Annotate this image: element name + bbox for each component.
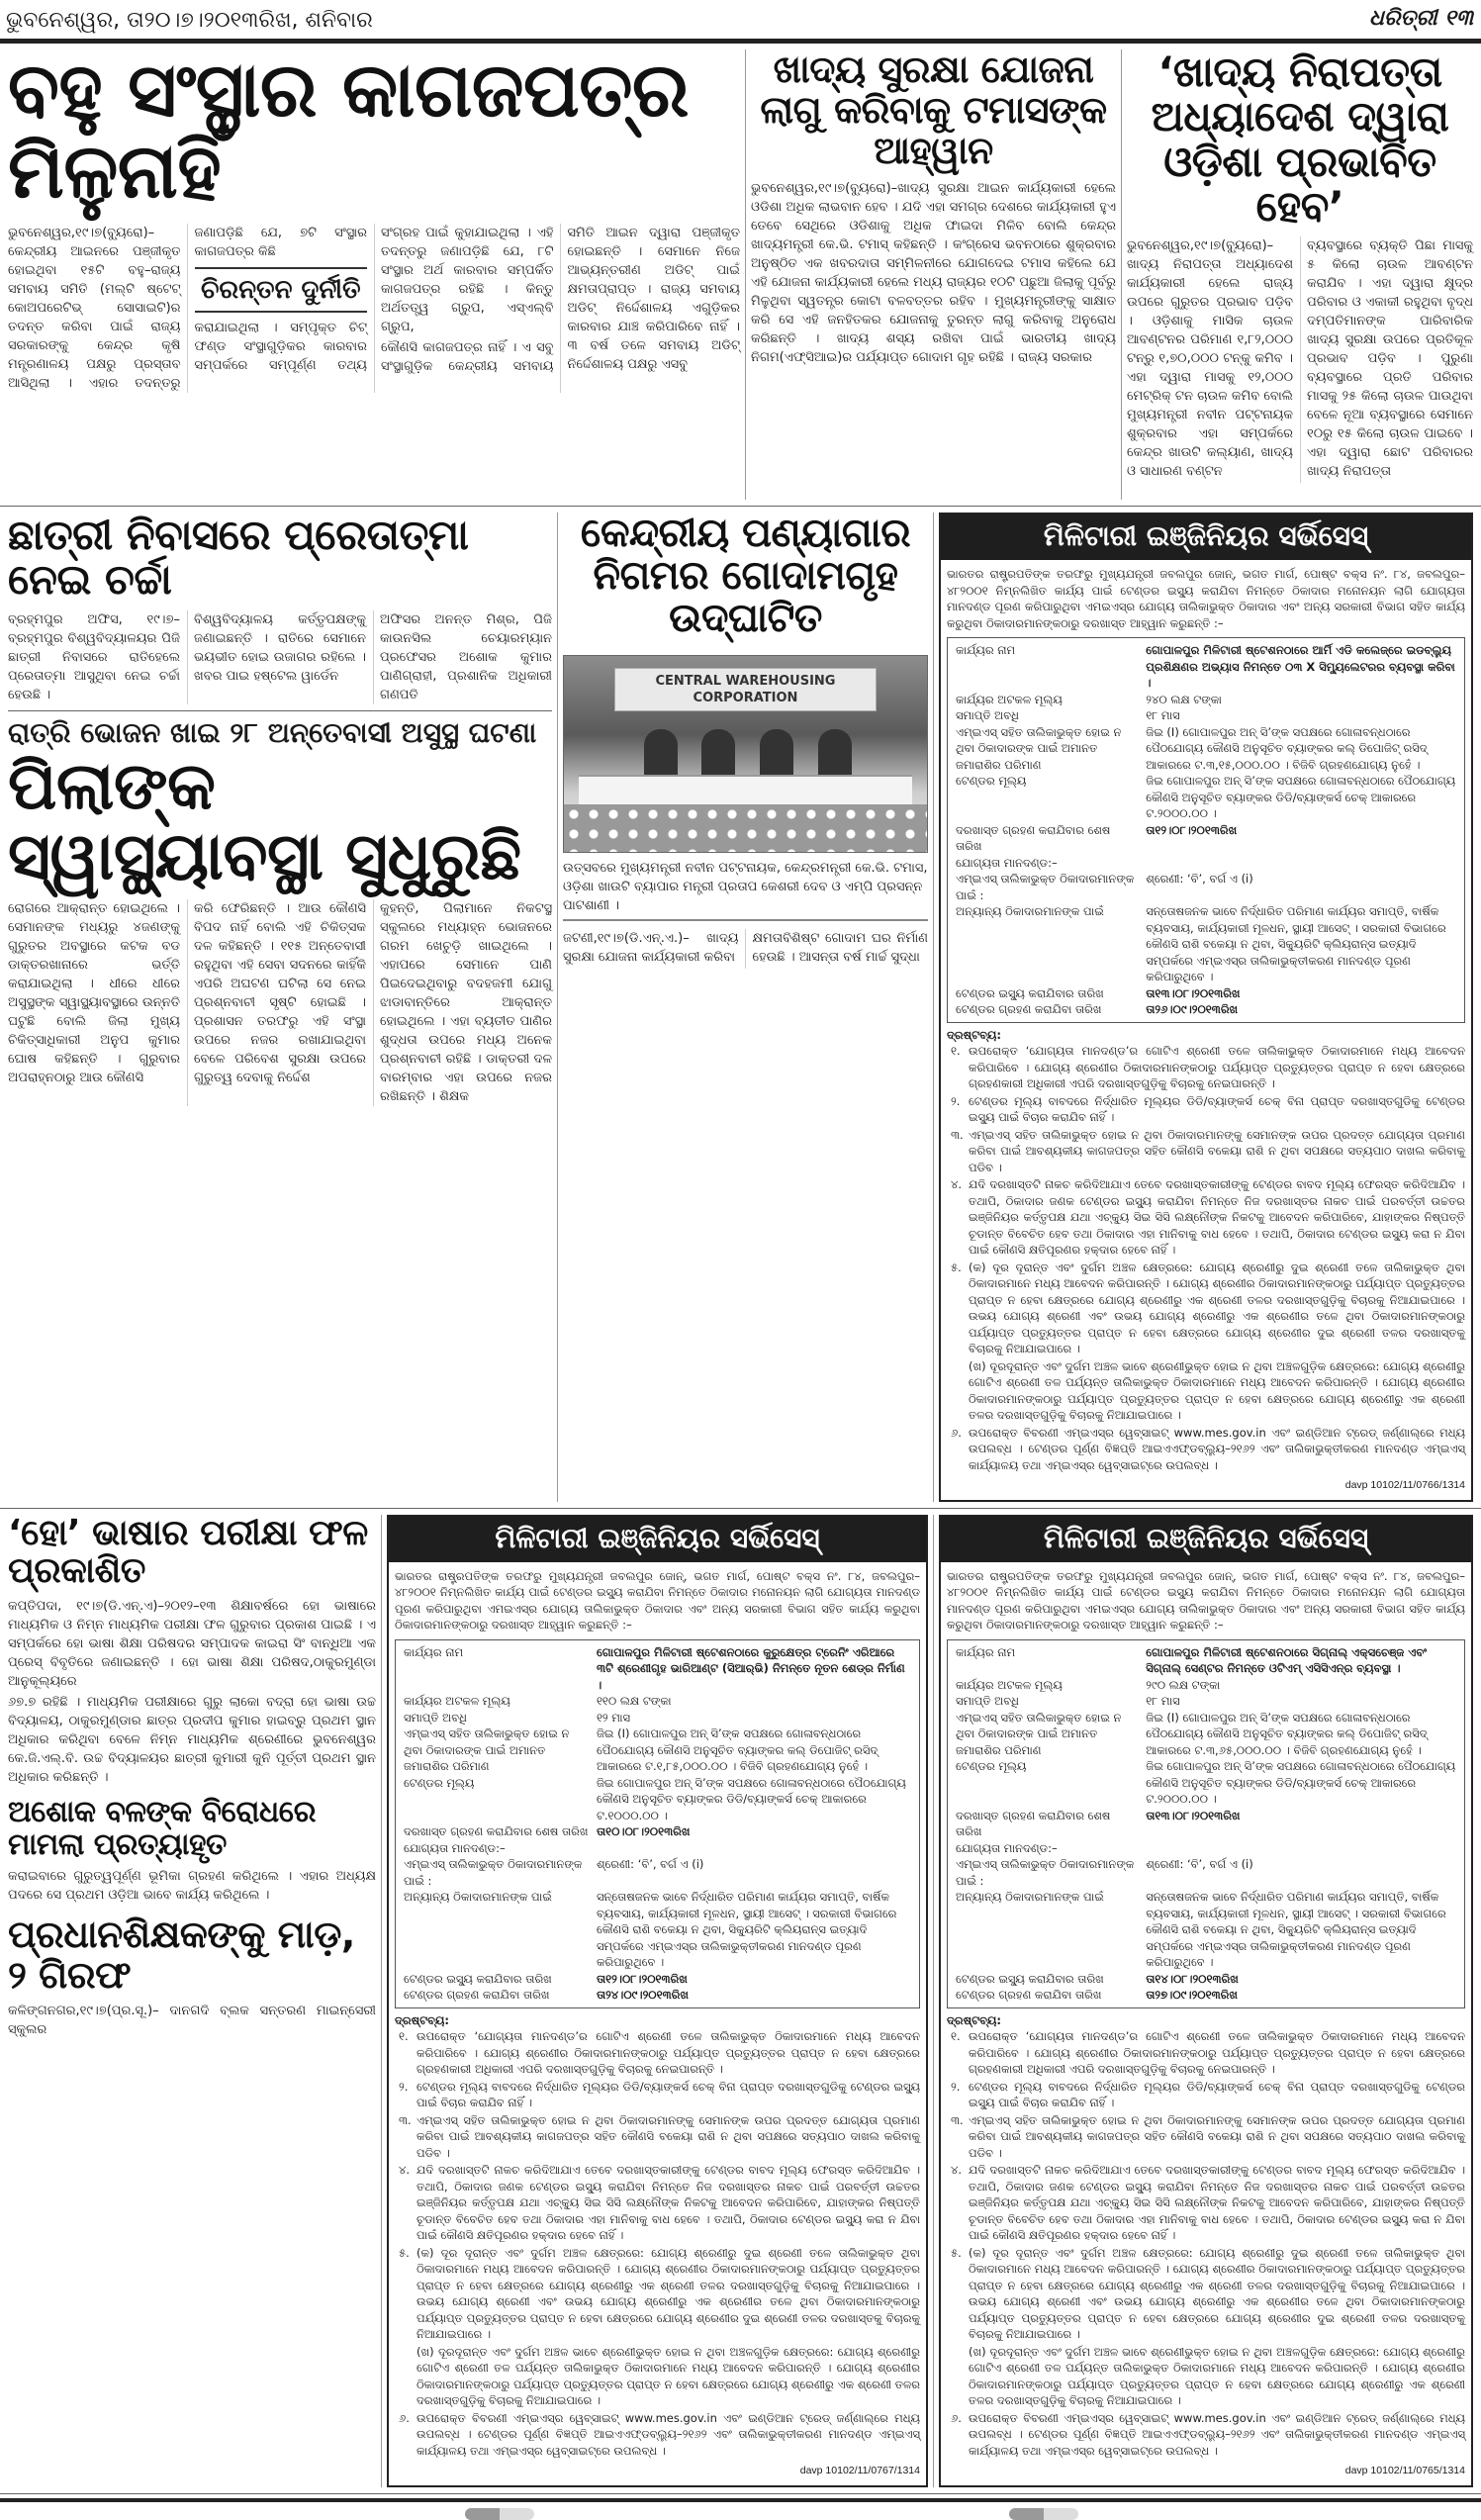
row-value: ଜିଇ (I) ଗୋପାଳପୁର ଅନ୍ ସି’ଙ୍କ ସପକ୍ଷରେ ଗୋଳାବନ୍ଧଠାରେ ପୈଠଯୋଗ୍ୟ କୌଣସି ଅନୁସୂଚିତ ବ୍ୟାଙ୍କର କଲ୍ ଡିପୋଜିଟ୍ ରସିଦ୍ ଆକାରରେ ଟ.୩,୧୫,୦୦୦.୦୦ । ବିଜିବି ଗ୍ରହଣଯୋଗ୍ୟ ନୁହେଁ । <box>1146 724 1428 772</box>
note-text: ଯଦି ଦରଖାସ୍ତଟି ନାକଚ କରିଦିଆଯାଏ ତେବେ ଦରଖାସ୍ତକାରୀଙ୍କୁ ଟେଣ୍ଡର ବାବଦ ମୂଲ୍ୟ ଫେରସ୍ତ କରିଦିଆଯିବ । ତଥାପି, ଠିକାଦାର ଜଣକ ଟେଣ୍ଡର ଇସ୍ୟୁ କରାଯିବା ନିମନ୍ତେ ନିଜ ଦରଖାସ୍ତର ନାକଚ ପାଇଁ ପରବର୍ତ୍ତୀ ଉଚ୍ଚତର ଇଞ୍ଜିନିୟର କର୍ତ୍ତୃପକ୍ଷ ଯଥା ଏଚ୍‌କ୍ୟୁ ସିଇ ସିସି ଲକ୍ଷ୍ନୌଙ୍କ ନିକଟକୁ ଆବେଦନ କରିପାରିବେ, ଯାହାଙ୍କର ନିଷ୍ପତ୍ତି ଚୂଡାନ୍ତ ବିବେଚିତ ହେବ ତଥା ଠିକାଦାର ଏହା ମାନିବାକୁ ବାଧ ହେବେ । ତଥାପି, ଠିକାଦାର ଟେଣ୍ଡର ଇସ୍ୟୁ କରା ନ ଯିବା ପାଇଁ କୌଣସି କ୍ଷତିପୂରଣର ହକ୍‌ଦାର ହେବେ ନାହିଁ । <box>969 1177 1465 1257</box>
paragraph: କପ୍ତିପଦା, ୧୯।୭(ଡି.ଏନ୍.ଏ)–୨୦୧୨–୧୩ ଶିକ୍ଷାବର୍ଷରେ ହୋ ଭାଷାରେ ମାଧ୍ୟମିକ ଓ ନିମ୍ନ ମାଧ୍ୟମିକ ପରୀକ୍ଷା ଫଳ ଗୁରୁବାର ପ୍ରକାଶ ପାଇଛି । ଏ ସମ୍ପର୍କରେ ହୋ ଭାଷା ଶିକ୍ଷା ପରିଷଦର ସମ୍ପାଦକ କାଇରା ସିଂ ବାନ୍ଧିଆ ଏକ ପ୍ରେସ୍ ବିବୃତିରେ ଜଣାଇଛନ୍ତି । ହୋ ଭାଷା ଶିକ୍ଷା ପରିଷଦ,ଠାକୁରମୁଣ୍ଡା ଆନୁକୂଲ୍ୟରେ <box>8 1599 376 1690</box>
ad-column <box>933 513 1478 1502</box>
photo-dais <box>579 775 913 804</box>
row-label: ଯୋଗ୍ୟତା ମାନଦଣ୍ଡ:– <box>404 1840 506 1855</box>
table-row-work-name <box>956 642 1456 692</box>
note-number: ୪. <box>951 2163 963 2177</box>
table-row-issue-date <box>404 1971 911 1988</box>
row-value: ତା୧୦।୦୮।୨୦୧୩ରିଖ <box>596 1824 691 1838</box>
story-food-ordinance-odisha <box>1121 49 1478 500</box>
note-number: ୩. <box>951 2112 964 2127</box>
table-row-issue-date <box>956 1971 1456 1988</box>
row-value: ୧୮ ମାସ <box>1146 1694 1180 1708</box>
note-number: ୩. <box>399 2112 412 2127</box>
note-number: ୫. <box>399 2245 410 2260</box>
row-label: ଦରଖାସ୍ତ ଗ୍ରହଣ କରାଯିବାର ଶେଷ ତାରିଖ <box>404 1824 589 1838</box>
note-item <box>947 2112 1465 2162</box>
note-number: ୧. <box>399 2029 409 2043</box>
table-row-work-name <box>404 1644 911 1694</box>
paragraph: ଅଫିସର ଅନନ୍ତ ମିଶ୍ର, ପିଜି କାଉନସିଲ ଚେୟାରମ୍ୟାନ ପ୍ରଫେସର ଅଶୋକ କୁମାର ପାଣିଗ୍ରାହୀ, ପ୍ରଶାନିକ ଅଧିକାରୀ ଗଣପତି <box>380 611 552 702</box>
row-value: ଗୋପାଳପୁର ମିଳିଟାରୀ ଷ୍ଟେଶନଠାରେ ଆର୍ମି ଏଡି କଲେଜ୍‌ରେ ଇଡବ୍ଲ୍ୟୁ ପ୍ରଶିକ୍ଷଣର ଅଭ୍ୟାସ ନିମନ୍ତେ ୦୩ X ସିମ୍ୟୁଲେଟରର ବ୍ୟବସ୍ଥା କରିବା । <box>1146 643 1455 690</box>
headline: ଖାଦ୍ୟ ସୁରକ୍ଷା ଯୋଜନା ଲାଗୁ କରିବାକୁ ଟମାସଙ୍କ ଆହ୍ୱାନ <box>760 47 1107 173</box>
table-row-eligibility <box>404 1840 911 1857</box>
row-label: ଅନ୍ୟାନ୍ୟ ଠିକାଦାରମାନଙ୍କ ପାଇଁ <box>956 904 1104 918</box>
headline: ଅଶୋକ ବଳଙ୍କ ବିରୋଧରେ ମାମଲା ପ୍ରତ୍ୟାହୃତ <box>8 1795 316 1862</box>
mes-tender-ad <box>939 513 1473 1502</box>
note-text: (କ) ଦୂର ଦୂରାନ୍ତ ଏବଂ ଦୁର୍ଗମ ଅଞ୍ଚଳ କ୍ଷେତ୍ରରେ: ଯୋଗ୍ୟ ଶ୍ରେଣୀରୁ ଦୁଇ ଶ୍ରେଣୀ ତଳେ ତାଲିକାଭୁକ୍ତ ଥିବା ଠିକାଦାରମାନେ ମଧ୍ୟ ଆବେଦନ କରିପାରନ୍ତି । ଯୋଗ୍ୟ ଶ୍ରେଣୀର ଠିକାଦାରମାନଙ୍କଠାରୁ ପର୍ଯ୍ୟାପ୍ତ ପ୍ରତ୍ୟୁତ୍ତର ପ୍ରାପ୍ତ ନ ହେବା କ୍ଷେତ୍ରରେ ଯୋଗ୍ୟ ଶ୍ରେଣୀରୁ ଏକ ଶ୍ରେଣୀ ତଳର ଦରଖାସ୍ତଗୁଡ଼ିକୁ ବିଚାରକୁ ନିଆଯାଇପାରେ । ଉଭୟ ଯୋଗ୍ୟ ଶ୍ରେଣୀ ଏବଂ ଉଭୟ ଯୋଗ୍ୟ ଶ୍ରେଣୀରୁ ଏକ ଶ୍ରେଣୀର ତଳେ ଥିବା ଠିକାଦାରମାନଙ୍କଠାରୁ ପର୍ଯ୍ୟାପ୍ତ ପ୍ରତ୍ୟୁତ୍ତର ପ୍ରାପ୍ତ ନ ହେବା କ୍ଷେତ୍ରରେ ଯୋଗ୍ୟ ଶ୍ରେଣୀର ଦୁଇ ଶ୍ରେଣୀ ତଳର ଦରଖାସ୍ତକୁ ବିଚାରକୁ ନିଆଯାଇପାରେ । <box>969 2245 1465 2341</box>
note-number: ୨. <box>951 2079 961 2094</box>
note-number: ୬. <box>951 1425 962 1440</box>
davp-code: davp 10102/11/0765/1314 <box>1344 2465 1465 2476</box>
row-label: ଅନ୍ୟାନ୍ୟ ଠିକାଦାରମାନଙ୍କ ପାଇଁ <box>404 1890 552 1904</box>
story-body <box>8 899 552 1106</box>
mes-tender-ad <box>939 1515 1473 2487</box>
row-value: ତା୧୩।୦୮।୨୦୧୩ରିଖ <box>1146 1808 1241 1822</box>
note-item <box>395 2162 920 2244</box>
headline: ଛାତ୍ରୀ ନିବାସରେ ପ୍ରେତାତ୍ମା ନେଇ ଚର୍ଚ୍ଚା <box>8 511 469 605</box>
davp-code: davp 10102/11/0767/1314 <box>799 2465 920 2476</box>
story-food-security-thomas <box>745 49 1121 500</box>
row-label: କାର୍ଯ୍ୟର ନାମ <box>404 1644 464 1659</box>
row-value: ତା୧୩।୦୮।୨୦୧୩ରିଖ <box>1146 985 1241 1000</box>
note-text: ଏମ୍‌ଇଏସ୍ ସହିତ ତାଲିକାଭୁକ୍ତ ହୋଇ ନ ଥିବା ଠିକାଦାରମାନଙ୍କୁ ସେମାନଙ୍କ ଉପର ପ୍ରଦତ୍ତ ଯୋଗ୍ୟତା ପ୍ରମାଣ କରିବା ପାଇଁ ଆବଶ୍ୟକୀୟ କାଗଜପତ୍ର ସହିତ କୌଣସି ବକେୟା ରାଶି ନ ଥିବା ସପକ୍ଷରେ ସତ୍ୟପାଠ ଦାଖଲ କରିବାକୁ ପଡିବ । <box>969 2112 1465 2160</box>
row-value: ତା୧୨।୦୮।୨୦୧୩ରିଖ <box>596 1971 688 1986</box>
table-row-enlisted <box>956 1856 1456 1889</box>
ad-title: ମିଳିଟାରୀ ଇଞ୍ଜିନିୟର ସର୍ଭିସେସ୍ <box>941 1517 1471 1562</box>
story-body <box>8 224 740 393</box>
note-item <box>947 2028 1465 2078</box>
row-value: ଜିଇ (I) ଗୋପାଳପୁର ଅନ୍ ସି’ଙ୍କ ସପକ୍ଷରେ ଗୋଳାବନ୍ଧଠାରେ ପୈଠଯୋଗ୍ୟ କୌଣସି ଅନୁସୂଚିତ ବ୍ୟାଙ୍କର କଲ୍ ଡିପୋଜିଟ୍ ରସିଦ୍ ଆକାରରେ ଟ.୩,୬୫,୦୦୦.୦୦ । ବିଜିବି ଗ୍ରହଣଯୋଗ୍ୟ ନୁହେଁ । <box>1146 1710 1428 1757</box>
note-text: ଏମ୍‌ଇଏସ୍ ସହିତ ତାଲିକାଭୁକ୍ତ ହୋଇ ନ ଥିବା ଠିକାଦାରମାନଙ୍କୁ ସେମାନଙ୍କ ଉପର ପ୍ରଦତ୍ତ ଯୋଗ୍ୟତା ପ୍ରମାଣ କରିବା ପାଇଁ ଆବଶ୍ୟକୀୟ କାଗଜପତ୍ର ସହିତ କୌଣସି ବକେୟା ରାଶି ନ ଥିବା ସପକ୍ଷରେ ସତ୍ୟପାଠ ଦାଖଲ କରିବାକୁ ପଡିବ । <box>969 1127 1465 1174</box>
table-row-enlisted <box>404 1856 911 1889</box>
paragraph: ଜଟଣୀ,୧୯।୭(ଡି.ଏନ୍.ଏ.)– ଖାଦ୍ୟ ସୁରକ୍ଷା ଯୋଜନା କାର୍ଯ୍ୟକାରୀ କରିବା <box>563 930 739 965</box>
paragraph: ଭୁବନେଶ୍ୱର,୧୯।୭(ବ୍ୟୁରୋ)– ଖାଦ୍ୟ ନିରାପତ୍ତା ଅଧ୍ୟାଦେଶ କାର୍ଯ୍ୟକାରୀ ହେଲେ ରାଜ୍ୟ ଉପରେ ଗୁରୁତର ପ୍ରଭାବ ପଡ଼ିବ । ଓଡ଼ିଶାକୁ ମାସିକ ଚାଉଳ ଆବଣ୍ଟନର ପରିମାଣ ୧,୮୨,୦୦୦ ଟନ୍‌ରୁ ୧,୭୦,୦୦୦ ଟନ୍‌କୁ କମିବ । ଏହା ଦ୍ୱାରା ମାସକୁ ୧୨,୦୦୦ ମେଟ୍ରିକ୍ ଟନ ଚାଉଳ କମିବ ବୋଲି ମୁଖ୍ୟମନ୍ତ୍ରୀ ନବୀନ ପଟ୍ଟନାୟକ ଶୁକ୍ରବାର ଏହା ସମ୍ପର୍କରେ କେନ୍ଦ୍ର ଖାଉଟି କଲ୍ୟାଣ, ଖାଦ୍ୟ ଓ ସାଧାରଣ ବଣ୍ଟନ <box>1127 238 1293 480</box>
note-number <box>395 2344 417 2409</box>
table-row-enlisted <box>956 871 1456 903</box>
note-item <box>947 2344 1465 2409</box>
note-text: ଟେଣ୍ଡର ମୂଲ୍ୟ ବାବଦରେ ନିର୍ଦ୍ଧାରିତ ମୂଲ୍ୟର ଡିଡି/ବ୍ୟାଙ୍କର୍ସ ଚେକ୍ ବିନା ପ୍ରାପ୍ତ ଦରଖାସ୍ତଗୁଡିକୁ ଟେଣ୍ଡର ଇସ୍ୟୁ ପାଇଁ ବିଚାର କରାଯିବ ନାହିଁ । <box>969 2079 1465 2109</box>
story-body <box>563 929 928 969</box>
headline: ପ୍ରଧାନଶିକ୍ଷକଙ୍କୁ ମାଡ଼, ୨ ଗିରଫ <box>8 1913 355 1998</box>
note-number: ୩. <box>951 1127 964 1142</box>
row-value: ଜିଇ ଗୋପାଳପୁର ଅନ୍ ସି’ଙ୍କ ସପକ୍ଷରେ ଗୋଳାବନ୍ଧଠାରେ ପୈଠଯୋଗ୍ୟ କୌଣସି ଅନୁସୂଚିତ ବ୍ୟାଙ୍କର ଡିଡି/ବ୍ୟାଙ୍କର୍ସ ଚେକ୍ ଆକାରରେ ଟ.୨୦୦୦.୦୦ । <box>1146 1759 1456 1806</box>
note-number: ୫. <box>951 1260 962 1274</box>
story-ashok-bal-case <box>8 1797 376 1905</box>
row-value: ସନ୍ତୋଷଜନକ ଭାବେ ନିର୍ଦ୍ଧାରିତ ପରିମାଣ କାର୍ଯ୍ୟର ସମାପ୍ତି, ବାର୍ଷିକ ବ୍ୟବସାୟ, କାର୍ଯ୍ୟକାରୀ ମୂଳଧନ, ସ୍ଥାୟୀ ଆସେଟ୍ । ସରକାରୀ ବିଭାଗରେ କୌଣସି ରାଶି ବକେୟା ନ ଥିବା, ସିକ୍ୟୁରିଟି କ୍ଲିୟରାନ୍ସ ଇତ୍ୟାଦି ସମ୍ପର୍କରେ ଏମ୍‌ଇଏସ୍‌ର ତାଲିକାଭୁକ୍ତୀକରଣ ମାନଦଣ୍ଡ ପୂରଣ କରିପାରୁଥିବେ । <box>596 1890 897 1969</box>
story-body <box>8 2002 376 2039</box>
row-label: ଏମ୍‌ଇଏସ୍ ତାଲିକାଭୁକ୍ତ ଠିକାଦାରମାନଙ୍କ ପାଇଁ : <box>956 872 1135 902</box>
paragraph: ୬୭.୭ ରହିଛି । ମାଧ୍ୟମିକ ପରୀକ୍ଷାରେ ଗୁରୁ ଲାକୋ ବଦ୍ରା ହୋ ଭାଷା ଉଚ୍ଚ ବିଦ୍ୟାଳୟ, ଠାକୁରମୁଣ୍ଡାର ଛାତ୍ର ପ୍ରଦୀପ କୁମାର ହାଇବ୍ରୁ ପ୍ରଥମ ସ୍ଥାନ ଅଧିକାର କରିଥିବା ବେଳେ ନିମ୍ନ ମାଧ୍ୟମିକ ଶ୍ରେଣୀରେ ଭୁବନେଶ୍ୱର କେ.ଜି.ଏଲ୍.ବି. ଉଚ୍ଚ ବିଦ୍ୟାଳୟର ଛାତ୍ରୀ କୁମାରୀ କୁନି ପୂର୍ତ୍ତୀ ପ୍ରଥମ ସ୍ଥାନ ଅଧିକାର କରିଛନ୍ତି । <box>8 1695 376 1786</box>
row-label: ଏମ୍‌ଇଏସ୍ ସହିତ ତାଲିକାଭୁକ୍ତ ହୋଇ ନ ଥିବା ଠିକାଦାରଙ୍କ ପାଇଁ ଅମାନତ ଜମାରାଶିର ପରିମାଣ <box>956 1710 1122 1757</box>
table-row-issue-date <box>956 985 1456 1002</box>
tender-details-table <box>947 637 1465 1023</box>
note-number: ୬. <box>399 2410 410 2425</box>
note-number: ୪. <box>951 1177 963 1191</box>
page-footer <box>0 2498 1481 2520</box>
note-item <box>947 1260 1465 1357</box>
row-label: ଦରଖାସ୍ତ ଗ୍ରହଣ କରାଯିବାର ଶେଷ ତାରିଖ <box>956 822 1111 853</box>
table-row-earnest-money <box>956 724 1456 774</box>
table-row-last-date <box>404 1823 911 1840</box>
table-row-eligibility <box>956 1840 1456 1857</box>
note-number: ୫. <box>951 2245 962 2260</box>
paragraph: ବ୍ୟବସ୍ଥାରେ ବ୍ୟକ୍ତି ପିଛା ମାସକୁ ୫ କିଲୋ ଚାଉଳ ଆବଣ୍ଟନ କରାଯିବ । ଏହା ଦ୍ୱାରା କ୍ଷୁଦ୍ର ପରିବାର ଓ ଏକାକୀ ରହୁଥିବା ବୃଦ୍ଧ ଦମ୍ପତିମାନଙ୍କ ପାରିବାରିକ ଖାଦ୍ୟ ସୁରକ୍ଷା ଉପରେ ପ୍ରତିକୂଳ ପ୍ରଭାବ ପଡ଼ିବ । ପୁରୁଣା ବ୍ୟବସ୍ଥାରେ ପ୍ରତି ପରିବାର ମାସକୁ ୨୫ କିଲୋ ଚାଉଳ ପାଉଥିବା ବେଳେ ନୂଆ ବ୍ୟବସ୍ଥାରେ ସେମାନେ ୧୦ରୁ ୧୫ କିଲୋ ଚାଉଳ ପାଇବେ । ଏହା ଦ୍ୱାରା ଛୋଟ ପରିବାରର ଖାଦ୍ୟ ନିରାପତ୍ତା <box>1307 238 1473 480</box>
ad-title: ମିଳିଟାରୀ ଇଞ୍ଜିନିୟର ସର୍ଭିସେସ୍ <box>389 1517 926 1562</box>
note-number <box>947 1358 969 1424</box>
row-value: ୨୪୦ ଲକ୍ଷ ଟଙ୍କା <box>1146 692 1222 706</box>
note-number: ୬. <box>951 2410 962 2425</box>
note-text: ଉପରୋକ୍ତ ବିବରଣୀ ଏମ୍‌ଇଏସ୍‌ର ୱେବ୍‌ସାଇଟ୍ www.mes.gov.in ଏବଂ ଇଣ୍ଡିଆନ ଟ୍ରେଡ୍ ଜର୍ଣ୍ଣାଲ୍‌ରେ ମଧ୍ୟ ଉପଲବ୍ଧ । ଟେଣ୍ଡର ପୂର୍ଣ୍ଣ ବିଜ୍ଞପ୍ତି ଆଇଏଏଫ୍‌ଡବ୍ଲ୍ୟୁ–୨୧୬୨ ଏବଂ ତାଲିକାଭୁକ୍ତୀକରଣ ମାନଦଣ୍ଡ ଏମ୍‌ଇଏସ୍ କାର୍ଯ୍ୟାଳୟ ତଥା ଏମ୍‌ଇଏସ୍‌ର ୱେବ୍‌ସାଇଟ୍‌ରେ ଉପଲବ୍ଧ । <box>417 2410 920 2458</box>
paragraph: ଭୁବନେଶ୍ୱର,୧୯।୭(ବ୍ୟୁରୋ)–ଖାଦ୍ୟ ସୁରକ୍ଷା ଆଇନ କାର୍ଯ୍ୟକାରୀ ହେଲେ ଓଡିଶା ଅଧିକ ଲାଭବାନ ହେବ । ଯଦି ଏହା ସମଗ୍ର ଦେଶରେ କାର୍ଯ୍ୟକାରୀ ହୁଏ ତେବେ ସେଥିରେ ଓଡିଶାକୁ ଅଧିକ ଫାଇଦା ମିଳିବ ବୋଲି କେନ୍ଦ୍ର ଖାଦ୍ୟମନ୍ତ୍ରୀ କେ.ଭି. ଟମାସ୍ କହିଛନ୍ତି । କଂଗ୍ରେସ ଭବନଠାରେ ଶୁକ୍ରବାର ଅନୁଷ୍ଠିତ ଏକ ଖବରଦାତା ସମ୍ମିଳନୀରେ ଯୋଗଦେଇ ଟମାସ କହିଲେ ଯେ ଏହି ଯୋଜନା କାର୍ଯ୍ୟକାରୀ ହେଲେ ମଧ୍ୟ ରାଜ୍ୟର ୧୦ଟି ପଛୁଆ ଜିଲାକୁ ପୂର୍ବରୁ ମିଳୁଥିବା ସ୍ୱତନ୍ତ୍ର କୋଟା ବଳବତ୍ତର ରହିବ । ମୁଖ୍ୟମନ୍ତ୍ରୀଙ୍କୁ ସାକ୍ଷାତ କରି ସେ ଏହି ଜନହିତକର ଯୋଜନାକୁ ତୁରନ୍ତ ଲାଗୁ କରିବାକୁ ଅନୁରୋଧ କରିଛନ୍ତି । ଖାଦ୍ୟ ଶସ୍ୟ ରଖିବା ପାଇଁ ଭାରତୀୟ ଖାଦ୍ୟ ନିଗମ(ଏଫ୍‌ସିଆଇ)ର ପର୍ଯ୍ୟାପ୍ତ ଗୋଦାମ ଗୃହ ରହିଛି । ରାଜ୍ୟ ସରକାର <box>751 181 1116 366</box>
note-item <box>947 1043 1465 1092</box>
table-row-tender-cost <box>404 1775 911 1824</box>
note-number: ୪. <box>399 2163 411 2177</box>
ad-intro: ଭାରତର ରାଷ୍ଟ୍ରପତିଙ୍କ ତରଫରୁ ମୁଖ୍ୟଯନ୍ତ୍ରୀ ଜବଲପୁର ଜୋନ୍, ଭଗତ ମାର୍ଗ, ପୋଷ୍ଟ ବକ୍ସ ନଂ. ୮୪, ଜବଲପୁର–୪୮୨୦୦୧ ନିମ୍ନଲିଖିତ କାର୍ଯ୍ୟ ପାଇଁ ଟେଣ୍ଡର ଇସ୍ୟୁ କରାଯିବା ନିମନ୍ତେ ଠିକାଦାର ମନୋନୟନ ଲାଗି ଯୋଗ୍ୟତା ମାନଦଣ୍ଡ ପୂରଣ କରିପାରୁଥିବା ଏମଇଏସ୍‌ର ଯୋଗ୍ୟ ତାଲିକାଭୁକ୍ତ ଠିକାଦାର ଏବଂ ଅନ୍ୟ ସରକାରୀ ବିଭାଗ ସହିତ କାର୍ଯ୍ୟ କରୁଥିବା ଠିକାଦାରମାନଙ୍କଠାରୁ ଦରଖାସ୍ତ ଆହ୍ୱାନ କରୁଛନ୍ତି :– <box>947 1568 1465 1632</box>
table-row-estimated-cost <box>956 1677 1456 1694</box>
headline: ବହୁ ସଂସ୍ଥାର କାଗଜପତ୍ର ମିଳୁନାହିଁ <box>8 46 690 216</box>
story-warehouse-inauguration <box>557 513 933 1502</box>
note-item <box>947 2245 1465 2343</box>
left-column <box>3 1512 381 2487</box>
paragraph: କଳିଙ୍ଗନଗର,୧୯।୭(ପ୍ର.ସୂ.)– ଦାନଗଦି ବ୍ଲକ ସନ୍ତରଣ ମାଇନ୍‌ସେରୀ ସ୍କୁଲର <box>8 2004 376 2038</box>
note-number: ୨. <box>399 2079 409 2094</box>
table-row-last-date <box>956 822 1456 855</box>
notes-title: ଦ୍ରଷ୍ଟବ୍ୟ: <box>947 2012 1002 2027</box>
dateline: ଭୁବନେଶ୍ୱର, ତା୨୦।୭।୨୦୧୩ରିଖ, ଶନିବାର <box>6 8 373 33</box>
subhead-box: ଚିରନ୍ତନ ଦୁର୍ନୀତି <box>195 267 368 313</box>
table-row-completion-period <box>956 707 1456 724</box>
row-value: ତା୨୭।୦୯।୨୦୧୩ରିଖ <box>1146 1988 1238 2002</box>
row-label: ସମାପ୍ତି ଅବଧି <box>404 1710 467 1725</box>
table-row-receipt-date <box>404 1987 911 2004</box>
row-label: ଦରଖାସ୍ତ ଗ୍ରହଣ କରାଯିବାର ଶେଷ ତାରିଖ <box>956 1808 1111 1838</box>
row-value: ଶ୍ରେଣୀ: ‘ବି’, ବର୍ଗ ଏ (i) <box>1146 1857 1253 1871</box>
ad-intro: ଭାରତର ରାଷ୍ଟ୍ରପତିଙ୍କ ତରଫରୁ ମୁଖ୍ୟଯନ୍ତ୍ରୀ ଜବଲପୁର ଜୋନ୍, ଭଗତ ମାର୍ଗ, ପୋଷ୍ଟ ବକ୍ସ ନଂ. ୮୪, ଜବଲପୁର–୪୮୨୦୦୧ ନିମ୍ନଲିଖିତ କାର୍ଯ୍ୟ ପାଇଁ ଟେଣ୍ଡର ଇସ୍ୟୁ କରାଯିବା ନିମନ୍ତେ ଠିକାଦାର ମନୋନୟନ ଲାଗି ଯୋଗ୍ୟତା ମାନଦଣ୍ଡ ପୂରଣ କରିପାରୁଥିବା ଏମଇଏସ୍‌ର ଯୋଗ୍ୟ ତାଲିକାଭୁକ୍ତ ଠିକାଦାର ଏବଂ ଅନ୍ୟ ସରକାରୀ ବିଭାଗ ସହିତ କାର୍ଯ୍ୟ କରୁଥିବା ଠିକାଦାରମାନଙ୍କଠାରୁ ଦରଖାସ୍ତ ଆହ୍ୱାନ କରୁଛନ୍ତି :– <box>947 567 1465 630</box>
note-item <box>395 2079 920 2111</box>
notes-title: ଦ୍ରଷ୍ଟବ୍ୟ: <box>947 1027 1002 1042</box>
note-text: ଟେଣ୍ଡର ମୂଲ୍ୟ ବାବଦରେ ନିର୍ଦ୍ଧାରିତ ମୂଲ୍ୟର ଡିଡି/ବ୍ୟାଙ୍କର୍ସ ଚେକ୍ ବିନା ପ୍ରାପ୍ତ ଦରଖାସ୍ତଗୁଡିକୁ ଟେଣ୍ଡର ଇସ୍ୟୁ ପାଇଁ ବିଚାର କରାଯିବ ନାହିଁ । <box>417 2079 920 2109</box>
notes-title: ଦ୍ରଷ୍ଟବ୍ୟ: <box>395 2012 450 2027</box>
note-item <box>947 2162 1465 2244</box>
paper-name-page-number: ଧରିତ୍ରୀ ୧୩ <box>1368 6 1473 31</box>
note-text: ଯଦି ଦରଖାସ୍ତଟି ନାକଚ କରିଦିଆଯାଏ ତେବେ ଦରଖାସ୍ତକାରୀଙ୍କୁ ଟେଣ୍ଡର ବାବଦ ମୂଲ୍ୟ ଫେରସ୍ତ କରିଦିଆଯିବ । ତଥାପି, ଠିକାଦାର ଜଣକ ଟେଣ୍ଡର ଇସ୍ୟୁ କରାଯିବା ନିମନ୍ତେ ନିଜ ଦରଖାସ୍ତର ନାକଚ ପାଇଁ ପରବର୍ତ୍ତୀ ଉଚ୍ଚତର ଇଞ୍ଜିନିୟର କର୍ତ୍ତୃପକ୍ଷ ଯଥା ଏଚ୍‌କ୍ୟୁ ସିଇ ସିସି ଲକ୍ଷ୍ନୌଙ୍କ ନିକଟକୁ ଆବେଦନ କରିପାରିବେ, ଯାହାଙ୍କର ନିଷ୍ପତ୍ତି ଚୂଡାନ୍ତ ବିବେଚିତ ହେବ ତଥା ଠିକାଦାର ଏହା ମାନିବାକୁ ବାଧ ହେବେ । ତଥାପି, ଠିକାଦାର ଟେଣ୍ଡର ଇସ୍ୟୁ କରା ନ ଯିବା ପାଇଁ କୌଣସି କ୍ଷତିପୂରଣର ହକ୍‌ଦାର ହେବେ ନାହିଁ । <box>969 2163 1465 2242</box>
note-number: ୧. <box>951 2029 961 2043</box>
table-row-work-name <box>956 1644 1456 1677</box>
row-label: ଏମ୍‌ଇଏସ୍ ତାଲିକାଭୁକ୍ତ ଠିକାଦାରମାନଙ୍କ ପାଇଁ : <box>956 1857 1135 1888</box>
row-label: ଏମ୍‌ଇଏସ୍ ତାଲିକାଭୁକ୍ତ ଠିକାଦାରମାନଙ୍କ ପାଇଁ : <box>404 1857 583 1888</box>
note-item <box>947 2410 1465 2460</box>
row-label: ଯୋଗ୍ୟତା ମାନଦଣ୍ଡ:– <box>956 1840 1058 1855</box>
note-text: (କ) ଦୂର ଦୂରାନ୍ତ ଏବଂ ଦୁର୍ଗମ ଅଞ୍ଚଳ କ୍ଷେତ୍ରରେ: ଯୋଗ୍ୟ ଶ୍ରେଣୀରୁ ଦୁଇ ଶ୍ରେଣୀ ତଳେ ତାଲିକାଭୁକ୍ତ ଥିବା ଠିକାଦାରମାନେ ମଧ୍ୟ ଆବେଦନ କରିପାରନ୍ତି । ଯୋଗ୍ୟ ଶ୍ରେଣୀର ଠିକାଦାରମାନଙ୍କଠାରୁ ପର୍ଯ୍ୟାପ୍ତ ପ୍ରତ୍ୟୁତ୍ତର ପ୍ରାପ୍ତ ନ ହେବା କ୍ଷେତ୍ରରେ ଯୋଗ୍ୟ ଶ୍ରେଣୀରୁ ଏକ ଶ୍ରେଣୀ ତଳର ଦରଖାସ୍ତଗୁଡ଼ିକୁ ବିଚାରକୁ ନିଆଯାଇପାରେ । ଉଭୟ ଯୋଗ୍ୟ ଶ୍ରେଣୀ ଏବଂ ଉଭୟ ଯୋଗ୍ୟ ଶ୍ରେଣୀରୁ ଏକ ଶ୍ରେଣୀର ତଳେ ଥିବା ଠିକାଦାରମାନଙ୍କଠାରୁ ପର୍ଯ୍ୟାପ୍ତ ପ୍ରତ୍ୟୁତ୍ତର ପ୍ରାପ୍ତ ନ ହେବା କ୍ଷେତ୍ରରେ ଯୋଗ୍ୟ ଶ୍ରେଣୀର ଦୁଇ ଶ୍ରେଣୀ ତଳର ଦରଖାସ୍ତକୁ ବିଚାରକୁ ନିଆଯାଇପାରେ । <box>417 2245 920 2341</box>
story-body <box>8 1597 376 1787</box>
row-value: ଗୋପାଳପୁର ମିଳିଟାରୀ ଷ୍ଟେଶନଠାରେ ସିଗ୍ନାଲ୍ ଏକ୍ସଚେଞ୍ଜ ଏବଂ ସିଗ୍ନାଲ୍ ସେଣ୍ଟର ନିମନ୍ତେ ଓଟିଏମ୍ ଏସିସିଏନ୍‌ର ବ୍ୟବସ୍ଥା । <box>1146 1644 1428 1675</box>
row-label: ଟେଣ୍ଡର ଇସ୍ୟୁ କରାଯିବାର ତାରିଖ <box>956 985 1104 1000</box>
row-label: ଏମ୍‌ଇଏସ୍ ସହିତ ତାଲିକାଭୁକ୍ତ ହୋଇ ନ ଥିବା ଠିକାଦାରଙ୍କ ପାଇଁ ଅମାନତ ଜମାରାଶିର ପରିମାଣ <box>404 1727 570 1773</box>
ad-title: ମିଳିଟାରୀ ଇଞ୍ଜିନିୟର ସର୍ଭିସେସ୍ <box>941 514 1471 560</box>
headline: ପିଲାଙ୍କ ସ୍ୱାସ୍ଥ୍ୟାବସ୍ଥା ସୁଧୁରୁଛି <box>8 747 521 894</box>
row-label: ଟେଣ୍ଡର ମୂଲ୍ୟ <box>404 1775 475 1790</box>
table-row-receipt-date <box>956 1987 1456 2004</box>
note-item <box>395 2410 920 2460</box>
row-label: କାର୍ଯ୍ୟର ଅଟକଳ ମୂଲ୍ୟ <box>404 1694 510 1708</box>
table-row-earnest-money <box>404 1726 911 1775</box>
note-text: ଉପରୋକ୍ତ ‘ଯୋଗ୍ୟତା ମାନଦଣ୍ଡ’ର ଗୋଟିଏ ଶ୍ରେଣୀ ତଳେ ତାଲିକାଭୁକ୍ତ ଠିକାଦାରମାନେ ମଧ୍ୟ ଆବେଦନ କରିପାରିବେ । ଯୋଗ୍ୟ ଶ୍ରେଣୀର ଠିକାଦାରମାନଙ୍କଠାରୁ ପର୍ଯ୍ୟାପ୍ତ ପ୍ରତ୍ୟୁତ୍ତର ପ୍ରାପ୍ତ ନ ହେବା କ୍ଷେତ୍ରରେ ଗ୍ରହଣକାରୀ ଅଧିକାରୀ ଏପରି ଦରଖାସ୍ତଗୁଡ଼ିକୁ ବିଚାରକୁ ନେଇପାରନ୍ତି । <box>969 1044 1465 1090</box>
note-item <box>947 1425 1465 1474</box>
note-text: (କ) ଦୂର ଦୂରାନ୍ତ ଏବଂ ଦୁର୍ଗମ ଅଞ୍ଚଳ କ୍ଷେତ୍ରରେ: ଯୋଗ୍ୟ ଶ୍ରେଣୀରୁ ଦୁଇ ଶ୍ରେଣୀ ତଳେ ତାଲିକାଭୁକ୍ତ ଥିବା ଠିକାଦାରମାନେ ମଧ୍ୟ ଆବେଦନ କରିପାରନ୍ତି । ଯୋଗ୍ୟ ଶ୍ରେଣୀର ଠିକାଦାରମାନଙ୍କଠାରୁ ପର୍ଯ୍ୟାପ୍ତ ପ୍ରତ୍ୟୁତ୍ତର ପ୍ରାପ୍ତ ନ ହେବା କ୍ଷେତ୍ରରେ ଯୋଗ୍ୟ ଶ୍ରେଣୀରୁ ଏକ ଶ୍ରେଣୀ ତଳର ଦରଖାସ୍ତଗୁଡ଼ିକୁ ବିଚାରକୁ ନିଆଯାଇପାରେ । ଉଭୟ ଯୋଗ୍ୟ ଶ୍ରେଣୀ ଏବଂ ଉଭୟ ଯୋଗ୍ୟ ଶ୍ରେଣୀରୁ ଏକ ଶ୍ରେଣୀର ତଳେ ଥିବା ଠିକାଦାରମାନଙ୍କଠାରୁ ପର୍ଯ୍ୟାପ୍ତ ପ୍ରତ୍ୟୁତ୍ତର ପ୍ରାପ୍ତ ନ ହେବା କ୍ଷେତ୍ରରେ ଯୋଗ୍ୟ ଶ୍ରେଣୀର ଦୁଇ ଶ୍ରେଣୀ ତଳର ଦରଖାସ୍ତକୁ ବିଚାରକୁ ନିଆଯାଇପାରେ । <box>969 1260 1465 1355</box>
row-value: ତା୧୨।୦୮।୨୦୧୩ରିଖ <box>1146 822 1238 837</box>
story-children-health <box>8 710 552 1107</box>
row-value: ତା୧୪।୦୮।୨୦୧୩ରିଖ <box>1146 1971 1239 1986</box>
paragraph: କ୍ଷମତାବିଶିଷ୍ଟ ଗୋଦାମ ଘର ନିର୍ମାଣ ହେଉଛି । ଆସନ୍ତା ବର୍ଷ ମାର୍ଚ୍ଚ ସୁଦ୍ଧା <box>752 930 928 965</box>
headline: ‘ହୋ’ ଭାଷାର ପରୀକ୍ଷା ଫଳ ପ୍ରକାଶିତ <box>8 1512 368 1592</box>
note-text: (ଖ) ଦୂରଦୂରାନ୍ତ ଏବଂ ଦୁର୍ଗମ ଅଞ୍ଚଳ ଭାବେ ଶ୍ରେଣୀଭୁକ୍ତ ହୋଇ ନ ଥିବା ଅଞ୍ଚଳଗୁଡ଼ିକ କ୍ଷେତ୍ରରେ: ଯୋଗ୍ୟ ଶ୍ରେଣୀରୁ ଗୋଟିଏ ଶ୍ରେଣୀ ତଳ ପର୍ଯ୍ୟନ୍ତ ତାଲିକାଭୁକ୍ତ ଠିକାଦାରମାନେ ମଧ୍ୟ ଆବେଦନ କରିପାରନ୍ତି । ଯୋଗ୍ୟ ଶ୍ରେଣୀର ଠିକାଦାରମାନଙ୍କଠାରୁ ପର୍ଯ୍ୟାପ୍ତ ପ୍ରତ୍ୟୁତ୍ତର ପ୍ରାପ୍ତ ନ ହେବା କ୍ଷେତ୍ରରେ ଯୋଗ୍ୟ ଶ୍ରେଣୀରୁ ଏକ ଶ୍ରେଣୀ ତଳର ଦରଖାସ୍ତଗୁଡ଼ିକୁ ବିଚାରକୁ ନିଆଯାଇପାରେ । <box>417 2344 920 2407</box>
row-value <box>597 1840 911 1857</box>
table-row-eligibility <box>956 855 1456 872</box>
photo-flowers <box>564 804 927 852</box>
paragraph: କରାଯାଇଥିଲା । ସମ୍ପୃକ୍ତ ଚିଟ୍ ଫଣ୍ଡ ସଂସ୍ଥାଗୁଡ଼ିକର କାରବାର ସମ୍ପର୍କରେ ସମ୍ପୂର୍ଣ୍ଣ ତଥ୍ୟ ସଂଗ୍ରହ ପାଇଁ କୁହାଯାଇଥିଲା । ଏହି ତଦନ୍ତରୁ ଜଣାପଡ଼ିଛି ଯେ, ୮ଟି ସଂସ୍ଥାର ଅର୍ଥ କାରବାର ସମ୍ପର୍କିତ କାଗଜପତ୍ର ରହିଛି । କିନ୍ତୁ ଅର୍ଥତତ୍ତ୍ୱ ଗ୍ରୁପ, ଏସ୍ଏଲ୍‌ବି ଗ୍ରୁପ, <box>194 226 554 374</box>
note-item <box>947 1093 1465 1126</box>
note-item <box>947 2079 1465 2111</box>
paragraph: କୌଣସି କାଗଜପତ୍ର ନାହିଁ । ଏ ସବୁ ସଂସ୍ଥାଗୁଡ଼ିକ କେନ୍ଦ୍ରୀୟ ସମବାୟ ସମିତି ଆଇନ ଦ୍ୱାରା ପଞ୍ଜୀକୃତ ହୋଇଛନ୍ତି । ସେମାନେ ନିଜେ ଆଭ୍ୟନ୍ତରୀଣ ଅଡିଟ୍ ପାଇଁ କ୍ଷମତାପ୍ରାପ୍ତ । ରାଜ୍ୟ ସମବାୟ ଅଡିଟ୍ ନିର୍ଦ୍ଦେଶାଳୟ ଏଗୁଡ଼ିକର କାରବାର ଯାଞ୍ଚ କରିପାରିବେ ନାହିଁ । ୩ ବର୍ଷ ତଳେ ସମବାୟ ଅଡିଟ୍ ନିର୍ଦ୍ଦେଶାଳୟ ପକ୍ଷରୁ ଏସବୁ <box>381 226 740 375</box>
note-item <box>395 2112 920 2162</box>
middle-row <box>0 507 1481 1509</box>
row-value: ୧୮ ମାସ <box>1146 708 1180 722</box>
row-label: କାର୍ଯ୍ୟର ନାମ <box>956 643 1016 657</box>
note-number: ୧. <box>951 1044 961 1058</box>
row-label: ଟେଣ୍ଡର ଗ୍ରହଣ କରାଯିବା ତାରିଖ <box>956 1002 1102 1016</box>
row-label: ଟେଣ୍ଡର ଗ୍ରହଣ କରାଯିବା ତାରିଖ <box>956 1988 1102 2002</box>
mes-tender-ad <box>387 1515 928 2487</box>
row-label: ଟେଣ୍ଡର ଇସ୍ୟୁ କରାଯିବାର ତାରିଖ <box>404 1971 552 1986</box>
table-row-receipt-date <box>956 1001 1456 1018</box>
table-row-tender-cost <box>956 1758 1456 1808</box>
note-text: ଟେଣ୍ଡର ମୂଲ୍ୟ ବାବଦରେ ନିର୍ଦ୍ଧାରିତ ମୂଲ୍ୟର ଡିଡି/ବ୍ୟାଙ୍କର୍ସ ଚେକ୍ ବିନା ପ୍ରାପ୍ତ ଦରଖାସ୍ତଗୁଡିକୁ ଟେଣ୍ଡର ଇସ୍ୟୁ ପାଇଁ ବିଚାର କରାଯିବ ନାହିଁ । <box>969 1093 1465 1124</box>
kicker: ରାତ୍ରି ଭୋଜନ ଖାଇ ୨୮ ଅନ୍ତେବାସୀ ଅସୁସ୍ଥ ଘଟଣା <box>8 715 537 749</box>
note-text: (ଖ) ଦୂରଦୂରାନ୍ତ ଏବଂ ଦୁର୍ଗମ ଅଞ୍ଚଳ ଭାବେ ଶ୍ରେଣୀଭୁକ୍ତ ହୋଇ ନ ଥିବା ଅଞ୍ଚଳଗୁଡ଼ିକ କ୍ଷେତ୍ରରେ: ଯୋଗ୍ୟ ଶ୍ରେଣୀରୁ ଗୋଟିଏ ଶ୍ରେଣୀ ତଳ ପର୍ଯ୍ୟନ୍ତ ତାଲିକାଭୁକ୍ତ ଠିକାଦାରମାନେ ମଧ୍ୟ ଆବେଦନ କରିପାରନ୍ତି । ଯୋଗ୍ୟ ଶ୍ରେଣୀର ଠିକାଦାରମାନଙ୍କଠାରୁ ପର୍ଯ୍ୟାପ୍ତ ପ୍ରତ୍ୟୁତ୍ତର ପ୍ରାପ୍ତ ନ ହେବା କ୍ଷେତ୍ରରେ ଯୋଗ୍ୟ ଶ୍ରେଣୀରୁ ଏକ ଶ୍ରେଣୀ ତଳର ଦରଖାସ୍ତଗୁଡ଼ିକୁ ବିଚାରକୁ ନିଆଯାଇପାରେ । <box>969 2344 1465 2407</box>
story-headmaster-assault <box>8 1914 376 2039</box>
row-value: ତା୨୪।୦୯।୨୦୧୩ରିଖ <box>596 1988 689 2002</box>
top-row <box>0 44 1481 507</box>
paragraph: ରୋଗରେ ଆକ୍ରାନ୍ତ ହୋଇଥିଲେ । ସେମାନଙ୍କ ମଧ୍ୟରୁ ୪ଜଣଙ୍କୁ ଗୁରୁତର ଅବସ୍ଥାରେ କଟକ ବଡ ଡାକ୍ତରଖାନାରେ ଭର୍ତ୍ତି କରାଯାଇଥିଲା । ଧୀରେ ଧୀରେ ଅସୁସ୍ଥଙ୍କ ସ୍ୱାସ୍ଥ୍ୟାବସ୍ଥାରେ ଉନ୍ନତି ଘଟୁଛି ବୋଲି ଜିଲା ମୁଖ୍ୟ ଚିକିତ୍ସାଧିକାରୀ ଅନୁପ କୁମାର ଘୋଷ କହିଛନ୍ତି । ଗୁରୁବାର ଅପରାହ୍ନଠାରୁ ଆଉ କୌଣସି <box>8 901 180 1086</box>
table-row-estimated-cost <box>956 692 1456 708</box>
row-label: ଟେଣ୍ଡର ମୂଲ୍ୟ <box>956 774 1027 788</box>
row-label: କାର୍ଯ୍ୟର ନାମ <box>956 1644 1016 1659</box>
left-column <box>3 513 557 1502</box>
divider <box>8 710 552 711</box>
paragraph: କରାଇବାରେ ଗୁରୁତ୍ୱପୂର୍ଣ୍ଣ ଭୂମିକା ଗ୍ରହଣ କରିଥିଲେ । ଏହାର ଅଧ୍ୟକ୍ଷ ପଦରେ ସେ ପ୍ରଥମ ଓଡ଼ିଆ ଭାବେ କାର୍ଯ୍ୟ କରିଥିଲେ । <box>8 1869 376 1904</box>
inauguration-photo <box>563 655 928 853</box>
table-row-others <box>956 1889 1456 1971</box>
paragraph: ବିଶ୍ୱବିଦ୍ୟାଳୟ କର୍ତ୍ତୃପକ୍ଷଙ୍କୁ ଜଣାଇଛନ୍ତି । ରାତିରେ ସେମାନେ ଭୟଭୀତ ହୋଇ ଉଜାଗର ରହିଲେ । ଖବର ପାଇ ହଷ୍ଟେଲ ୱାର୍ଡେନ <box>194 611 366 684</box>
note-item <box>395 2344 920 2409</box>
row-value: ଜିଇ ଗୋପାଳପୁର ଅନ୍ ସି’ଙ୍କ ସପକ୍ଷରେ ଗୋଳାବନ୍ଧଠାରେ ପୈଠଯୋଗ୍ୟ କୌଣସି ଅନୁସୂଚିତ ବ୍ୟାଙ୍କର ଡିଡି/ବ୍ୟାଙ୍କର୍ସ ଚେକ୍ ଆକାରରେ ଟ.୨୦୦୦.୦୦ । <box>1146 774 1456 820</box>
note-text: ଉପରୋକ୍ତ ‘ଯୋଗ୍ୟତା ମାନଦଣ୍ଡ’ର ଗୋଟିଏ ଶ୍ରେଣୀ ତଳେ ତାଲିକାଭୁକ୍ତ ଠିକାଦାରମାନେ ମଧ୍ୟ ଆବେଦନ କରିପାରିବେ । ଯୋଗ୍ୟ ଶ୍ରେଣୀର ଠିକାଦାରମାନଙ୍କଠାରୁ ପର୍ଯ୍ୟାପ୍ତ ପ୍ରତ୍ୟୁତ୍ତର ପ୍ରାପ୍ତ ନ ହେବା କ୍ଷେତ୍ରରେ ଗ୍ରହଣକାରୀ ଅଧିକାରୀ ଏପରି ଦରଖାସ୍ତଗୁଡ଼ିକୁ ବିଚାରକୁ ନେଇପାରନ୍ତି । <box>969 2029 1465 2076</box>
row-label: ସମାପ୍ତି ଅବଧି <box>956 708 1019 722</box>
story-hostel-ghost <box>8 513 552 704</box>
ad-column <box>381 1515 933 2487</box>
row-value <box>1146 1840 1456 1857</box>
bottom-row <box>0 1509 1481 2494</box>
row-value: ତା୨୬।୦୯।୨୦୧୩ରିଖ <box>1146 1002 1239 1016</box>
table-row-others <box>404 1889 911 1971</box>
note-text: ଉପରୋକ୍ତ ବିବରଣୀ ଏମ୍‌ଇଏସ୍‌ର ୱେବ୍‌ସାଇଟ୍ www.mes.gov.in ଏବଂ ଇଣ୍ଡିଆନ ଟ୍ରେଡ୍ ଜର୍ଣ୍ଣାଲ୍‌ରେ ମଧ୍ୟ ଉପଲବ୍ଧ । ଟେଣ୍ଡର ପୂର୍ଣ୍ଣ ବିଜ୍ଞପ୍ତି ଆଇଏଏଫ୍‌ଡବ୍ଲ୍ୟୁ–୨୧୬୨ ଏବଂ ତାଲିକାଭୁକ୍ତୀକରଣ ମାନଦଣ୍ଡ ଏମ୍‌ଇଏସ୍ କାର୍ଯ୍ୟାଳୟ ତଥା ଏମ୍‌ଇଏସ୍‌ର ୱେବ୍‌ସାଇଟ୍‌ରେ ଉପଲବ୍ଧ । <box>969 2410 1465 2458</box>
row-label: କାର୍ଯ୍ୟର ଅଟକଳ ମୂଲ୍ୟ <box>956 692 1063 706</box>
row-value: ସନ୍ତୋଷଜନକ ଭାବେ ନିର୍ଦ୍ଧାରିତ ପରିମାଣ କାର୍ଯ୍ୟର ସମାପ୍ତି, ବାର୍ଷିକ ବ୍ୟବସାୟ, କାର୍ଯ୍ୟକାରୀ ମୂଳଧନ, ସ୍ଥାୟୀ ଆସେଟ୍ । ସରକାରୀ ବିଭାଗରେ କୌଣସି ରାଶି ବକେୟା ନ ଥିବା, ସିକ୍ୟୁରିଟି କ୍ଲିୟରାନ୍ସ ଇତ୍ୟାଦି ସମ୍ପର୍କରେ ଏମ୍‌ଇଏସ୍‌ର ତାଲିକାଭୁକ୍ତୀକରଣ ମାନଦଣ୍ଡ ପୂରଣ କରିପାରୁଥିବେ । <box>1146 1890 1446 1969</box>
row-label: ଟେଣ୍ଡର ଗ୍ରହଣ କରାଯିବା ତାରିଖ <box>404 1988 550 2002</box>
note-text: ଉପରୋକ୍ତ ‘ଯୋଗ୍ୟତା ମାନଦଣ୍ଡ’ର ଗୋଟିଏ ଶ୍ରେଣୀ ତଳେ ତାଲିକାଭୁକ୍ତ ଠିକାଦାରମାନେ ମଧ୍ୟ ଆବେଦନ କରିପାରିବେ । ଯୋଗ୍ୟ ଶ୍ରେଣୀର ଠିକାଦାରମାନଙ୍କଠାରୁ ପର୍ଯ୍ୟାପ୍ତ ପ୍ରତ୍ୟୁତ୍ତର ପ୍ରାପ୍ତ ନ ହେବା କ୍ଷେତ୍ରରେ ଗ୍ରହଣକାରୀ ଅଧିକାରୀ ଏପରି ଦରଖାସ୍ତଗୁଡ଼ିକୁ ବିଚାରକୁ ନେଇପାରନ୍ତି । <box>417 2029 920 2076</box>
note-text: ଯଦି ଦରଖାସ୍ତଟି ନାକଚ କରିଦିଆଯାଏ ତେବେ ଦରଖାସ୍ତକାରୀଙ୍କୁ ଟେଣ୍ଡର ବାବଦ ମୂଲ୍ୟ ଫେରସ୍ତ କରିଦିଆଯିବ । ତଥାପି, ଠିକାଦାର ଜଣକ ଟେଣ୍ଡର ଇସ୍ୟୁ କରାଯିବା ନିମନ୍ତେ ନିଜ ଦରଖାସ୍ତର ନାକଚ ପାଇଁ ପରବର୍ତ୍ତୀ ଉଚ୍ଚତର ଇଞ୍ଜିନିୟର କର୍ତ୍ତୃପକ୍ଷ ଯଥା ଏଚ୍‌କ୍ୟୁ ସିଇ ସିସି ଲକ୍ଷ୍ନୌଙ୍କ ନିକଟକୁ ଆବେଦନ କରିପାରିବେ, ଯାହାଙ୍କର ନିଷ୍ପତ୍ତି ଚୂଡାନ୍ତ ବିବେଚିତ ହେବ ତଥା ଠିକାଦାର ଏହା ମାନିବାକୁ ବାଧ ହେବେ । ତଥାପି, ଠିକାଦାର ଟେଣ୍ଡର ଇସ୍ୟୁ କରା ନ ଯିବା ପାଇଁ କୌଣସି କ୍ଷତିପୂରଣର ହକ୍‌ଦାର ହେବେ ନାହିଁ । <box>417 2163 920 2242</box>
note-number: ୨. <box>951 1093 961 1108</box>
row-label: ସମାପ୍ତି ଅବଧି <box>956 1694 1019 1708</box>
story-body <box>8 610 552 704</box>
masthead <box>0 0 1481 44</box>
table-row-completion-period <box>956 1693 1456 1710</box>
note-item <box>947 1127 1465 1176</box>
registration-mark <box>465 2508 534 2520</box>
table-row-earnest-money <box>956 1710 1456 1759</box>
table-row-completion-period <box>404 1710 911 1727</box>
ad-intro: ଭାରତର ରାଷ୍ଟ୍ରପତିଙ୍କ ତରଫରୁ ମୁଖ୍ୟଯନ୍ତ୍ରୀ ଜବଲପୁର ଜୋନ୍, ଭଗତ ମାର୍ଗ, ପୋଷ୍ଟ ବକ୍ସ ନଂ. ୮୪, ଜବଲପୁର–୪୮୨୦୦୧ ନିମ୍ନଲିଖିତ କାର୍ଯ୍ୟ ପାଇଁ ଟେଣ୍ଡର ଇସ୍ୟୁ କରାଯିବା ନିମନ୍ତେ ଠିକାଦାର ମନୋନୟନ ଲାଗି ଯୋଗ୍ୟତା ମାନଦଣ୍ଡ ପୂରଣ କରିପାରୁଥିବା ଏମଇଏସ୍‌ର ଯୋଗ୍ୟ ତାଲିକାଭୁକ୍ତ ଠିକାଦାର ଏବଂ ଅନ୍ୟ ସରକାରୀ ବିଭାଗ ସହିତ କାର୍ଯ୍ୟ କରୁଥିବା ଠିକାଦାରମାନଙ୍କଠାରୁ ଦରଖାସ୍ତ ଆହ୍ୱାନ କରୁଛନ୍ତି :– <box>395 1568 920 1632</box>
story-body <box>8 1867 376 1905</box>
headline: ‘ଖାଦ୍ୟ ନିରାପତ୍ତା ଅଧ୍ୟାଦେଶ ଦ୍ୱାରା ଓଡ଼ିଶା ପ୍ରଭାବିତ ହେବ’ <box>1151 47 1449 232</box>
table-row-others <box>956 903 1456 985</box>
note-text: (ଖ) ଦୂରଦୂରାନ୍ତ ଏବଂ ଦୁର୍ଗମ ଅଞ୍ଚଳ ଭାବେ ଶ୍ରେଣୀଭୁକ୍ତ ହୋଇ ନ ଥିବା ଅଞ୍ଚଳଗୁଡ଼ିକ କ୍ଷେତ୍ରରେ: ଯୋଗ୍ୟ ଶ୍ରେଣୀରୁ ଗୋଟିଏ ଶ୍ରେଣୀ ତଳ ପର୍ଯ୍ୟନ୍ତ ତାଲିକାଭୁକ୍ତ ଠିକାଦାରମାନେ ମଧ୍ୟ ଆବେଦନ କରିପାରନ୍ତି । ଯୋଗ୍ୟ ଶ୍ରେଣୀର ଠିକାଦାରମାନଙ୍କଠାରୁ ପର୍ଯ୍ୟାପ୍ତ ପ୍ରତ୍ୟୁତ୍ତର ପ୍ରାପ୍ତ ନ ହେବା କ୍ଷେତ୍ରରେ ଯୋଗ୍ୟ ଶ୍ରେଣୀରୁ ଏକ ଶ୍ରେଣୀ ତଳର ଦରଖାସ୍ତଗୁଡ଼ିକୁ ବିଚାରକୁ ନିଆଯାଇପାରେ । <box>969 1358 1465 1422</box>
paragraph: ବ୍ରହ୍ମପୁର ଅଫିସ, ୧୯।୭–ବ୍ରହ୍ମପୁର ବିଶ୍ୱବିଦ୍ୟାଳୟର ପିଜି ଛାତ୍ରୀ ନିବାସରେ ରାତିହେଲେ ପ୍ରେତାତ୍ମା ଆସୁଥିବା ନେଇ ଚର୍ଚ୍ଚା ହେଉଛି । <box>8 611 180 702</box>
table-row-last-date <box>956 1808 1456 1840</box>
story-body <box>751 179 1116 367</box>
row-value <box>1146 855 1456 872</box>
headline: କେନ୍ଦ୍ରୀୟ ପଣ୍ୟାଗାର ନିଗମର ଗୋଦାମଗୃହ ଉଦ୍‌ଘାଟିତ <box>580 511 911 642</box>
photo-banner: CENTRAL WAREHOUSING CORPORATION <box>614 668 876 711</box>
note-item <box>947 1176 1465 1259</box>
table-row-estimated-cost <box>404 1693 911 1710</box>
registration-mark <box>1009 2508 1078 2520</box>
row-label: କାର୍ଯ୍ୟର ଅଟକଳ ମୂଲ୍ୟ <box>956 1677 1063 1692</box>
tender-details-table <box>395 1639 920 2008</box>
row-value: ଶ୍ରେଣୀ: ‘ବି’, ବର୍ଗ ଏ (i) <box>596 1857 704 1871</box>
note-text: ଉପରୋକ୍ତ ବିବରଣୀ ଏମ୍‌ଇଏସ୍‌ର ୱେବ୍‌ସାଇଟ୍ www.mes.gov.in ଏବଂ ଇଣ୍ଡିଆନ ଟ୍ରେଡ୍ ଜର୍ଣ୍ଣାଲ୍‌ରେ ମଧ୍ୟ ଉପଲବ୍ଧ । ଟେଣ୍ଡର ପୂର୍ଣ୍ଣ ବିଜ୍ଞପ୍ତି ଆଇଏଏଫ୍‌ଡବ୍ଲ୍ୟୁ–୨୧୬୨ ଏବଂ ତାଲିକାଭୁକ୍ତୀକରଣ ମାନଦଣ୍ଡ ଏମ୍‌ଇଏସ୍ କାର୍ଯ୍ୟାଳୟ ତଥା ଏମ୍‌ଇଏସ୍‌ର ୱେବ୍‌ସାଇଟ୍‌ରେ ଉପଲବ୍ଧ । <box>969 1425 1465 1472</box>
row-value: ଜିଇ (I) ଗୋପାଳପୁର ଅନ୍ ସି’ଙ୍କ ସପକ୍ଷରେ ଗୋଳାବନ୍ଧଠାରେ ପୈଠଯୋଗ୍ୟ କୌଣସି ଅନୁସୂଚିତ ବ୍ୟାଙ୍କର କଲ୍ ଡିପୋଜିଟ୍ ରସିଦ୍ ଆକାରରେ ଟ.୧,୮୫,୦୦୦.୦୦ । ବିଜିବି ଗ୍ରହଣଯୋଗ୍ୟ ନୁହେଁ । <box>596 1727 879 1773</box>
paragraph: ଭୁବନେଶ୍ୱର,୧୯।୭(ବ୍ୟୁରୋ)– କେନ୍ଦ୍ରୀୟ ଆଇନରେ ପଞ୍ଜୀକୃତ ହୋଇଥିବା ୧୫ଟି ବହୁ–ରାଜ୍ୟ ସମବାୟ ସମିତି (ମଲ୍ଟି ଷ୍ଟେଟ୍ କୋଅପରେଟିଭ୍ ସୋସାଇଟି)ର ତଦନ୍ତ କରିବା ପାଇଁ ରାଜ୍ୟ ସରକାରଙ୍କୁ କେନ୍ଦ୍ର କୃଷି ମନ୍ତ୍ରଣାଳୟ ପକ୍ଷରୁ ପ୍ରସ୍ତାବ ଆସିଥିଲା । ଏହାର ତଦନ୍ତରୁ ଜଣାପଡ଼ିଛି ଯେ, ୭ଟି ସଂସ୍ଥାର କାଗଜପତ୍ର କିଛି <box>8 226 367 392</box>
row-label: ଅନ୍ୟାନ୍ୟ ଠିକାଦାରମାନଙ୍କ ପାଇଁ <box>956 1890 1104 1904</box>
davp-code: davp 10102/11/0766/1314 <box>1344 1479 1465 1491</box>
row-label: ଟେଣ୍ଡର ମୂଲ୍ୟ <box>956 1759 1027 1773</box>
paragraph: କୁହନ୍ତି, ପିଲାମାନେ ନିକଟସ୍ଥ ସ୍କୁଲରେ ମଧ୍ୟାହ୍ନ ଭୋଜନରେ ଗରମ ଖେଚୁଡ଼ି ଖାଇଥିଲେ । ଏହାପରେ ସେମାନେ ପାଣି ପିଇଦେଇଥିବାରୁ ବଦହଜମୀ ଯୋଗୁ ଝାଡାବାନ୍ତିରେ ଆକ୍ରାନ୍ତ ହୋଇଥିଲେ । ଏହା ବ୍ୟତୀତ ପାଣିର ଶୁଦ୍ଧତା ଉପରେ ମଧ୍ୟ ଅନେକ ପ୍ରଶ୍ନବାଚୀ ରହିଛି । ଡାକ୍ତରୀ ଦଳ ବାରମ୍ବାର ଏହା ଉପରେ ନଜର ରଖିଛନ୍ତି । ଶିକ୍ଷକ <box>380 901 552 1105</box>
row-value: ଶ୍ରେଣୀ: ‘ବି’, ବର୍ଗ ଏ (i) <box>1146 872 1253 886</box>
row-label: ଟେଣ୍ଡର ଇସ୍ୟୁ କରାଯିବାର ତାରିଖ <box>956 1971 1104 1986</box>
note-item <box>395 2245 920 2343</box>
paragraph: କରି ଫେରିଛନ୍ତି । ଆଉ କୌଣସି ବିପଦ ନାହିଁ ବୋଲି ଏହି ଚିକିତ୍ସକ ଦଳ କହିଛନ୍ତି । ୧୧୫ ଅନ୍ତେବାସୀ ରହୁଥିବା ଏହି ସେବା ସଦନରେ କାହିଁକି ଏପରି ଅଘଟଣ ଘଟିଲା ସେ ନେଇ ପ୍ରଶ୍ନବାଚୀ ସୃଷ୍ଟି ହୋଇଛି । ପ୍ରଶାସନ ତରଫରୁ ଏହି ସଂସ୍ଥା ଉପରେ ନଜର ରଖାଯାଇଥିବା ବେଳେ ପରିବେଶ ସୁରକ୍ଷା ଉପରେ ଗୁରୁତ୍ୱ ଦେବାକୁ ନିର୍ଦ୍ଦେଶ <box>194 901 366 1086</box>
story-ho-language-results <box>8 1512 376 1788</box>
row-value: ଜିଇ ଗୋପାଳପୁର ଅନ୍ ସି’ଙ୍କ ସପକ୍ଷରେ ଗୋଳାବନ୍ଧଠାରେ ପୈଠଯୋଗ୍ୟ କୌଣସି ଅନୁସୂଚିତ ବ୍ୟାଙ୍କର ଡିଡି/ବ୍ୟାଙ୍କର୍ସ ଚେକ୍ ଆକାରରେ ଟ.୧୦୦୦.୦୦ । <box>596 1775 906 1822</box>
row-label: ଏମ୍‌ଇଏସ୍ ସହିତ ତାଲିକାଭୁକ୍ତ ହୋଇ ନ ଥିବା ଠିକାଦାରଙ୍କ ପାଇଁ ଅମାନତ ଜମାରାଶିର ପରିମାଣ <box>956 724 1122 772</box>
photo-caption: ଉତ୍ସବରେ ମୁଖ୍ୟମନ୍ତ୍ରୀ ନବୀନ ପଟ୍ଟନାୟକ, କେନ୍ଦ୍ରମନ୍ତ୍ରୀ କେ.ଭି. ଟମାସ, ଓଡ଼ିଶା ଖାଉଟି ବ୍ୟାପାର ମନ୍ତ୍ରୀ ପ୍ରତାପ କେଶରୀ ଦେବ ଓ ଏମ୍‌ପି ପ୍ରସନ୍ନ ପାଟଶାଣୀ । <box>563 859 928 921</box>
row-value: ଗୋପାଳପୁର ମିଳିଟାରୀ ଷ୍ଟେଶନଠାରେ କୁରୁକ୍ଷେତ୍ର ଟ୍ରେନିଂ ଏରିଆରେ ୩ଟି ଶ୍ରେଣୀଗୃହ ଭାରିଆଣ୍ଟ (ସିଆର୍‌ଭି) ନିମନ୍ତେ ନୂତନ ଶେଡ୍‌ର ନିର୍ମାଣ । <box>596 1644 905 1692</box>
note-item <box>395 2028 920 2078</box>
row-value: ୧୧୦ ଲକ୍ଷ ଟଙ୍କା <box>596 1694 672 1708</box>
note-item <box>947 1358 1465 1424</box>
tender-details-table <box>947 1639 1465 2008</box>
story-multistate-societies <box>3 46 745 500</box>
note-text: ଏମ୍‌ଇଏସ୍ ସହିତ ତାଲିକାଭୁକ୍ତ ହୋଇ ନ ଥିବା ଠିକାଦାରମାନଙ୍କୁ ସେମାନଙ୍କ ଉପର ପ୍ରଦତ୍ତ ଯୋଗ୍ୟତା ପ୍ରମାଣ କରିବା ପାଇଁ ଆବଶ୍ୟକୀୟ କାଗଜପତ୍ର ସହିତ କୌଣସି ବକେୟା ରାଶି ନ ଥିବା ସପକ୍ଷରେ ସତ୍ୟପାଠ ଦାଖଲ କରିବାକୁ ପଡିବ । <box>417 2112 920 2160</box>
row-label: ଯୋଗ୍ୟତା ମାନଦଣ୍ଡ:– <box>956 855 1058 870</box>
ad-column <box>933 1515 1478 2487</box>
note-number <box>947 2344 969 2409</box>
row-value: ସନ୍ତୋଷଜନକ ଭାବେ ନିର୍ଦ୍ଧାରିତ ପରିମାଣ କାର୍ଯ୍ୟର ସମାପ୍ତି, ବାର୍ଷିକ ବ୍ୟବସାୟ, କାର୍ଯ୍ୟକାରୀ ମୂଳଧନ, ସ୍ଥାୟୀ ଆସେଟ୍ । ସରକାରୀ ବିଭାଗରେ କୌଣସି ରାଶି ବକେୟା ନ ଥିବା, ସିକ୍ୟୁରିଟି କ୍ଲିୟରାନ୍ସ ଇତ୍ୟାଦି ସମ୍ପର୍କରେ ଏମ୍‌ଇଏସ୍‌ର ତାଲିକାଭୁକ୍ତୀକରଣ ମାନଦଣ୍ଡ ପୂରଣ କରିପାରୁଥିବେ । <box>1146 904 1446 983</box>
row-value: ୨୯୦ ଲକ୍ଷ ଟଙ୍କା <box>1146 1677 1221 1692</box>
table-row-tender-cost <box>956 773 1456 822</box>
story-body <box>1127 236 1473 483</box>
row-value: ୧୨ ମାସ <box>596 1710 631 1725</box>
